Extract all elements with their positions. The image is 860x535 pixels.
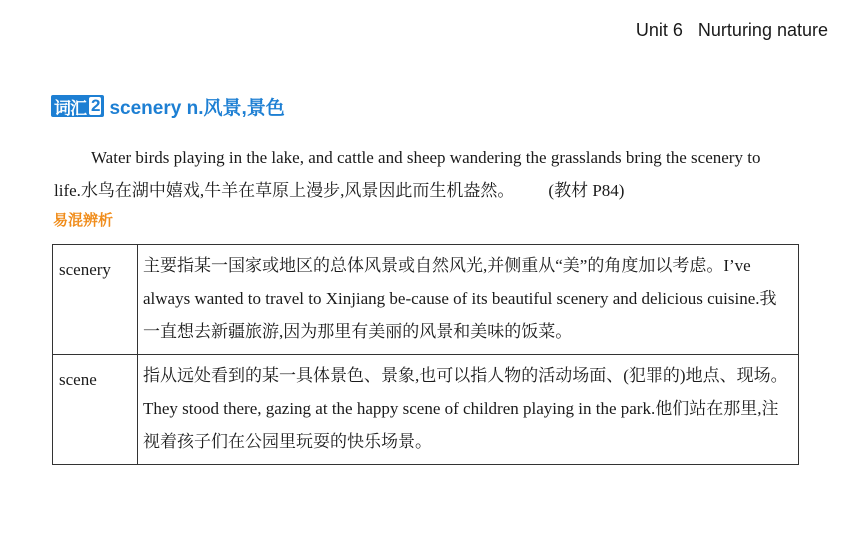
description-cell xyxy=(138,355,799,465)
unit-header xyxy=(636,20,828,41)
comparison-table xyxy=(52,244,799,465)
term-cell: scene xyxy=(53,355,138,465)
vocab-badge xyxy=(51,95,104,117)
description-text: 主要指某一国家或地区的总体风景或自然风光,并侧重从“美”的角度加以考虑。I’ve always wanted to travel to Xinjiang be-cause of its beautiful scenery and delicious cuisine.我一直想去新疆旅游,因为那里有美丽的风景和美味的饭菜。 xyxy=(143,256,777,341)
vocab-badge-number: 2 xyxy=(91,96,100,115)
table-row xyxy=(53,245,799,355)
vocab-badge-label: 词汇 xyxy=(54,98,86,118)
unit-number: Unit 6 xyxy=(635,20,683,40)
vocab-heading xyxy=(51,94,285,118)
example-sentence-block xyxy=(54,141,774,207)
example-source: (教材 P84) xyxy=(548,181,625,200)
description-example: They stood there, gazing at the happy scene of children playing in the park.他们站在那里,注视着孩子们在公园里玩耍的快乐场景。 xyxy=(143,399,779,451)
unit-title: Nurturing nature xyxy=(697,20,828,40)
term-cell: scenery xyxy=(53,245,138,355)
description-text: 指从远处看到的某一具体景色、景象,也可以指人物的活动场面、(犯罪的)地点、现场。 xyxy=(143,366,788,385)
section-label: 易混辨析 xyxy=(53,212,114,229)
example-sentence: Water birds playing in the lake, and cattle and sheep wandering the grasslands bring the scenery to life.水鸟在湖中嬉戏,牛羊在草原上漫步,风景因此而生机盎然。 xyxy=(54,148,761,200)
table-row xyxy=(53,355,799,465)
description-cell xyxy=(138,245,799,355)
vocab-word: scenery n.风景,景色 xyxy=(109,97,285,119)
